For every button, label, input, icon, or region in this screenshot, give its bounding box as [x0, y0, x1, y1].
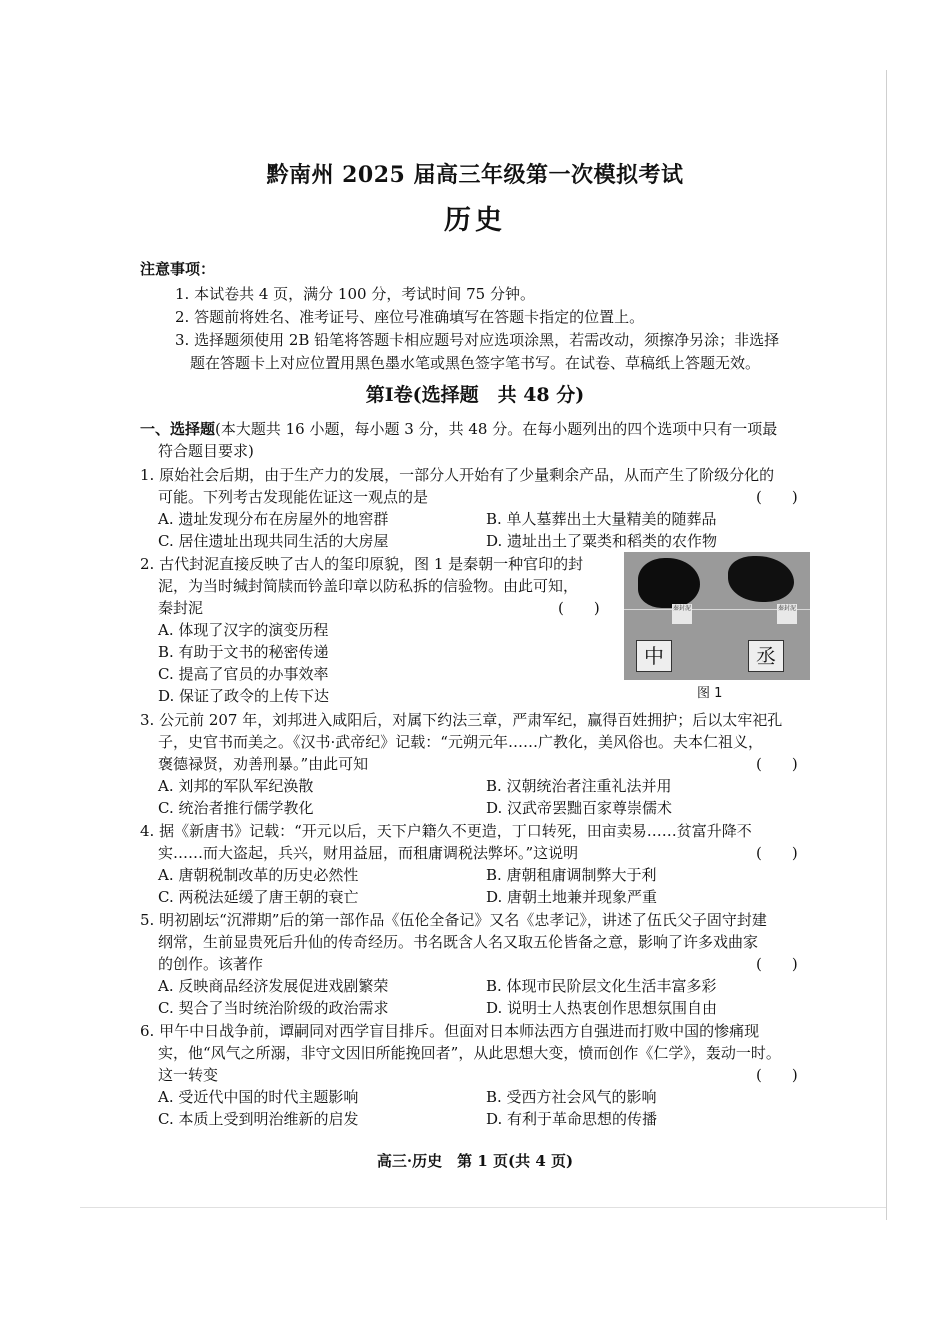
q2-option-d: D. 保证了政令的上传下达 — [158, 687, 330, 705]
q1-option-c: C. 居住遗址出现共同生活的大房屋 — [158, 532, 389, 550]
q4-option-b: B. 唐朝租庸调制弊大于利 — [486, 866, 657, 884]
q2-answer-blank: ( ) — [558, 599, 600, 617]
q4-option-c: C. 两税法延缓了唐王朝的衰亡 — [158, 888, 359, 906]
q5-option-d: D. 说明士人热衷创作思想氛围自由 — [486, 999, 718, 1017]
note-item-3: 3. 选择题须使用 2B 铅笔将答题卡相应题号对应选项涂黑，若需改动，须擦净另涂；非选择 — [175, 331, 780, 349]
seal-impression-left: 中 — [636, 640, 672, 672]
figure-tag-right: 秦封泥 — [777, 604, 797, 624]
q6-option-b: B. 受西方社会风气的影响 — [486, 1088, 657, 1106]
clay-seal-left — [638, 558, 700, 608]
q2-line1: 2. 古代封泥直接反映了古人的玺印原貌，图 1 是秦朝一种官印的封 — [140, 555, 584, 573]
seal-impression-right: 丞 — [748, 640, 784, 672]
figure-seal-photo — [624, 552, 810, 680]
q3-option-a: A. 刘邦的军队军纪涣散 — [158, 777, 314, 795]
q5-line2: 纲常，生前显贵死后升仙的传奇经历。书名既含人名又取五伦皆备之意，影响了许多戏曲家 — [158, 933, 759, 951]
q3-line3: 褒德禄贤，劝善刑暴。”由此可知 — [158, 755, 369, 773]
q5-line3: 的创作。该著作 — [158, 955, 264, 973]
q3-option-d: D. 汉武帝罢黜百家尊崇儒术 — [486, 799, 673, 817]
q6-line1: 6. 甲午中日战争前，谭嗣同对西学盲目排斥。但面对日本师法西方自强进而打败中国的惨痛现 — [140, 1022, 760, 1040]
exam-title: 黔南州 2025 届高三年级第一次模拟考试 — [266, 162, 684, 188]
q4-line2: 实……而大盗起，兵兴，财用益屈，而租庸调税法弊坏。”这说明 — [158, 844, 579, 862]
section-desc-cont: 符合题目要求) — [158, 442, 254, 460]
q1-option-b: B. 单人墓葬出土大量精美的随葬品 — [486, 510, 717, 528]
q1-line1: 1. 原始社会后期，由于生产力的发展，一部分人开始有了少量剩余产品，从而产生了阶级分化的 — [140, 466, 775, 484]
q3-line2: 子，史官书而美之。《汉书·武帝纪》记载：“元朔元年……广教化，美风俗也。夫本仁祖义， — [158, 733, 763, 751]
q6-option-a: A. 受近代中国的时代主题影响 — [158, 1088, 359, 1106]
q1-line2: 可能。下列考古发现能佐证这一观点的是 — [158, 488, 429, 506]
section-desc: (本大题共 16 小题，每小题 3 分，共 48 分。在每小题列出的四个选项中只有一项最 — [215, 420, 778, 438]
q2-option-b: B. 有助于文书的秘密传递 — [158, 643, 329, 661]
q4-line1: 4. 据《新唐书》记载：“开元以后，天下户籍久不更造，丁口转死，田亩卖易……贫富升降不 — [140, 822, 752, 840]
q3-option-b: B. 汉朝统治者注重礼法并用 — [486, 777, 672, 795]
q6-line3: 这一转变 — [158, 1066, 219, 1084]
q2-option-a: A. 体现了汉字的演变历程 — [158, 621, 329, 639]
q4-option-d: D. 唐朝土地兼并现象严重 — [486, 888, 658, 906]
q6-answer-blank: ( ) — [756, 1066, 798, 1084]
q6-line2: 实，他“风气之所溺，非守文因旧所能挽回者”，从此思想大变，愤而创作《仁学》，轰动一时。 — [158, 1044, 781, 1062]
note-item-1: 1. 本试卷共 4 页，满分 100 分，考试时间 75 分钟。 — [175, 285, 535, 303]
note-item-2: 2. 答题前将姓名、准考证号、座位号准确填写在答题卡指定的位置上。 — [175, 308, 645, 326]
section-label: 一、选择题 — [140, 420, 216, 438]
q3-option-c: C. 统治者推行儒学教化 — [158, 799, 314, 817]
q4-answer-blank: ( ) — [756, 844, 798, 862]
volume-title: 第Ⅰ卷(选择题 共 48 分) — [365, 384, 585, 406]
q5-line1: 5. 明初剧坛“沉滞期”后的第一部作品《伍伦全备记》又名《忠孝记》，讲述了伍氏父子固守封建 — [140, 911, 767, 929]
q5-option-c: C. 契合了当时统治阶级的政治需求 — [158, 999, 389, 1017]
q6-option-d: D. 有利于革命思想的传播 — [486, 1110, 658, 1128]
q6-option-c: C. 本质上受到明治维新的启发 — [158, 1110, 359, 1128]
q2-line3: 秦封泥 — [158, 599, 204, 617]
q1-option-d: D. 遗址出土了粟类和稻类的农作物 — [486, 532, 718, 550]
q2-option-c: C. 提高了官员的办事效率 — [158, 665, 329, 683]
q3-line1: 3. 公元前 207 年，刘邦进入咸阳后，对属下约法三章，严肃军纪，赢得百姓拥护；后以太牢祀孔 — [140, 711, 783, 729]
page-footer: 高三·历史 第 1 页(共 4 页) — [376, 1152, 574, 1170]
note-item-3-cont: 题在答题卡上对应位置用黑色墨水笔或黑色签字笔书写。在试卷、草稿纸上答题无效。 — [190, 354, 761, 372]
q4-option-a: A. 唐朝税制改革的历史必然性 — [158, 866, 359, 884]
q2-line2: 泥，为当时缄封简牍而钤盖印章以防私拆的信验物。由此可知， — [158, 577, 579, 595]
q1-answer-blank: ( ) — [756, 488, 798, 506]
q1-option-a: A. 遗址发现分布在房屋外的地窖群 — [158, 510, 389, 528]
figure-tag-left: 秦封泥 — [672, 604, 692, 624]
bottom-rule — [80, 1207, 886, 1208]
page-edge-rule — [886, 70, 887, 1220]
notes-heading: 注意事项： — [140, 260, 216, 278]
clay-seal-right — [728, 556, 794, 602]
q5-option-a: A. 反映商品经济发展促进戏剧繁荣 — [158, 977, 389, 995]
exam-subject: 历史 — [444, 205, 506, 236]
q5-option-b: B. 体现市民阶层文化生活丰富多彩 — [486, 977, 717, 995]
section-header — [140, 418, 777, 439]
q5-answer-blank: ( ) — [756, 955, 798, 973]
figure-caption: 图 1 — [697, 686, 723, 701]
q3-answer-blank: ( ) — [756, 755, 798, 773]
